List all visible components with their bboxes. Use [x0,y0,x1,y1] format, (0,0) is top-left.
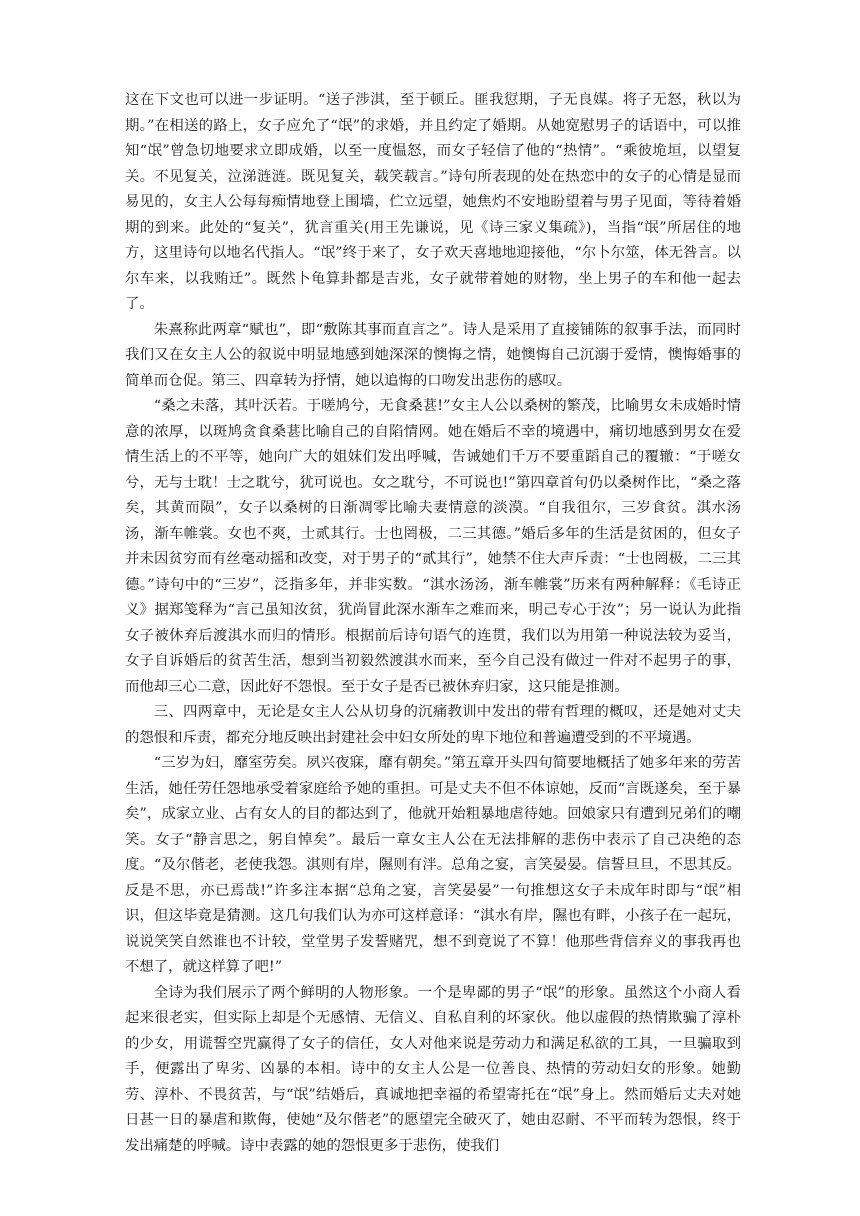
paragraph-6: 全诗为我们展示了两个鲜明的人物形象。一个是卑鄙的男子“氓”的形象。虽然这个小商人看起来很老实，但实际上却是个无感情、无信义、自私自利的坏家伙。他以虚假的热情欺骗了淳朴的少女，用谎誓空咒赢得了女子的信任，女人对他来说是劳动力和满足私欲的工具，一旦骗取到手，便露出了卑劣、凶暴的本相。诗中的女主人公是一位善良、热情的劳动妇女的形象。她勤劳、淳朴、不畏贫苦，与“氓”结婚后，真诚地把幸福的希望寄托在“氓”身上。然而婚后丈夫对她日甚一日的暴虐和欺侮，使她“及尔偕老”的愿望完全破灭了，她由忍耐、不平而转为怨恨，终于发出痛楚的呼喊。诗中表露的她的怨恨更多于悲伤，使我们 [125,984,741,1154]
paragraph-3: “桑之未落，其叶沃若。于嗟鸠兮，无食桑葚!”女主人公以桑树的繁茂，比喻男女未成婚时情意的浓厚，以斑鸠贪食桑葚比喻自己的自陷情网。她在婚后不幸的境遇中，痛切地感到男女在爱情生活上的不平等，她向广大的姐妹们发出呼喊，告诫她们千万不要重蹈自己的覆辙：“于嗟女兮，无与士耽！士之耽兮，犹可说也。女之耽兮，不可说也!”第四章首句仍以桑树作比，“桑之落矣，其黄而陨”，女子以桑树的日渐凋零比喻夫妻情意的淡漠。“自我徂尔，三岁食贫。淇水汤汤，渐车帷裳。女也不爽，士贰其行。士也罔极，二三其德。”婚后多年的生活是贫困的，但女子并未因贫穷而有丝毫动摇和改变，对于男子的“贰其行”，她禁不住大声斥责：“士也罔极，二三其德。”诗句中的“三岁”，泛指多年，并非实数。“淇水汤汤，渐车帷裳”历来有两种解释：《毛诗正义》据郑笺释为“言己虽知汝贫，犹尚冒此深水渐车之难而来，明己专心于汝”；另一说认为此指女子被休弃后渡淇水而归的情形。根据前后诗句语气的连贯，我们以为用第一种说法较为妥当，女子自诉婚后的贫苦生活，想到当初毅然渡淇水而来，至今自己没有做过一件对不起男子的事，而他却三心二意，因此好不怨恨。至于女子是否已被休弃归家，这只能是推测。 [125,398,741,695]
paragraph-4: 三、四两章中，无论是女主人公从切身的沉痛教训中发出的带有哲理的概叹，还是她对丈夫的怨恨和斥责，都充分地反映出封建社会中妇女所处的卑下地位和普遍遭受到的不平境遇。 [125,704,741,746]
paragraph-2: 朱熹称此两章“赋也”，即“敷陈其事而直言之”。诗人是采用了直接铺陈的叙事手法，而同时我们又在女主人公的叙说中明显地感到她深深的懊悔之情，她懊悔自己沉溺于爱情，懊悔婚事的简单而仓促。第三、四章转为抒情，她以追悔的口吻发出悲伤的感叹。 [125,321,741,389]
document-page [125,88,741,1159]
paragraph-1: 这在下文也可以进一步证明。“送子涉淇，至于顿丘。匪我愆期，子无良媒。将子无怒，秋以为期。”在相送的路上，女子应允了“氓”的求婚，并且约定了婚期。从她宽慰男子的话语中，可以推知“氓”曾急切地要求立即成婚，以至一度愠怒，而女子轻信了他的“热情”。“乘彼垝垣，以望复关。不见复关，泣涕涟涟。既见复关，载笑载言。”诗句所表现的处在热恋中的女子的心情是显而易见的，女主人公每每痴情地登上围墙，伫立远望，她焦灼不安地盼望着与男子见面，等待着婚期的到来。此处的“复关”，犹言重关(用王先谦说，见《诗三家义集疏》)，当指“氓”所居住的地方，这里诗句以地名代指人。“氓”终于来了，女子欢天喜地地迎接他，“尔卜尔筮，体无咎言。以尔车来，以我贿迁”。既然卜龟算卦都是吉兆，女子就带着她的财物，坐上男子的车和他一起去了。 [125,92,741,312]
paragraph-5: “三岁为妇，靡室劳矣。夙兴夜寐，靡有朝矣。”第五章开头四句简要地概括了她多年来的劳苦生活，她任劳任怨地承受着家庭给予她的重担。可是丈夫不但不体谅她，反而“言既遂矣，至于暴矣”，成家立业、占有女人的目的都达到了，他就开始粗暴地虐待她。回娘家只有遭到兄弟们的嘲笑。女子“静言思之，躬自悼矣”。最后一章女主人公在无法排解的悲伤中表示了自己决绝的态度。“及尔偕老，老使我怨。淇则有岸，隰则有泮。总角之宴，言笑晏晏。信誓旦旦，不思其反。反是不思，亦已焉哉!”许多注本据“总角之宴，言笑晏晏”一句推想这女子未成年时即与“氓”相识，但这毕竟是猜测。这几句我们认为亦可这样意译：“淇水有岸，隰也有畔，小孩子在一起玩，说说笑笑自然谁也不计较，堂堂男子发誓赌咒，想不到竟说了不算！他那些背信弃义的事我再也不想了，就这样算了吧!” [125,755,741,975]
